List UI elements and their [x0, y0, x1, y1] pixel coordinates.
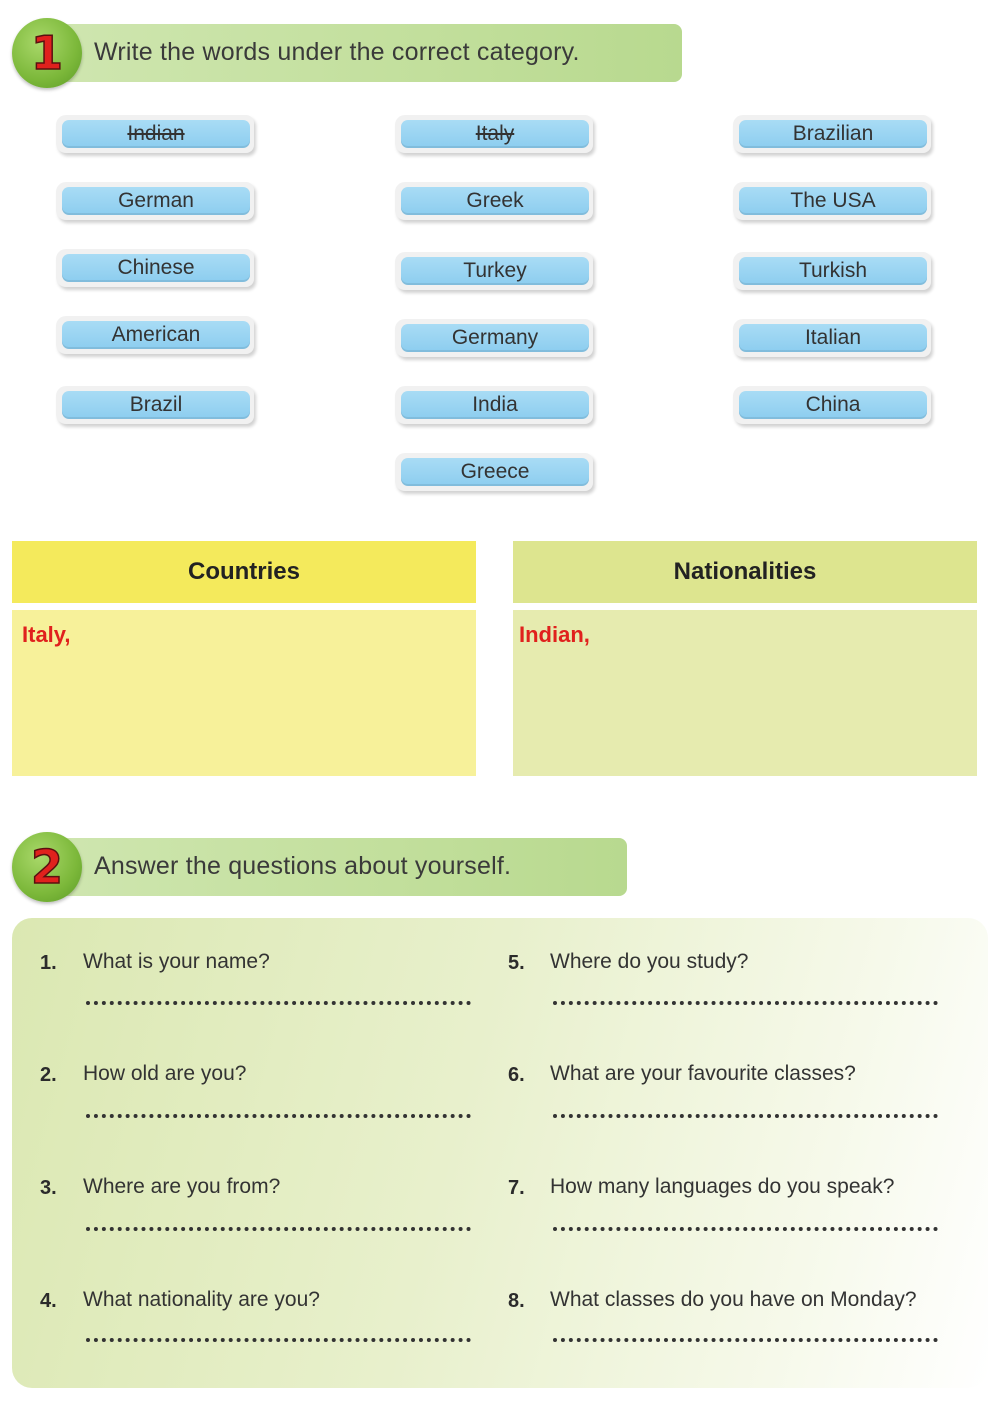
countries-heading: Countries	[12, 541, 476, 603]
question-number: 6.	[508, 1064, 525, 1086]
word-chip-label: Indian	[62, 120, 250, 148]
word-chip[interactable]	[395, 182, 593, 220]
word-chip[interactable]	[733, 182, 931, 220]
word-chip[interactable]	[733, 319, 931, 357]
question-number: 3.	[40, 1177, 57, 1199]
word-chip[interactable]	[395, 252, 593, 290]
questions-panel	[12, 918, 988, 1388]
countries-drop-area[interactable]	[12, 610, 476, 776]
word-chip-label: American	[62, 321, 250, 349]
question-text: What is your name?	[83, 950, 270, 973]
question-number: 2.	[40, 1064, 57, 1086]
word-chip-label: Turkey	[401, 257, 589, 285]
question-text: Where do you study?	[550, 950, 749, 973]
word-chip-label: Turkish	[739, 257, 927, 285]
answer-line[interactable]	[553, 1114, 938, 1118]
question-number: 7.	[508, 1177, 525, 1199]
nationalities-entry: Indian,	[519, 622, 590, 647]
word-chip[interactable]	[395, 115, 593, 153]
nationalities-drop-area[interactable]	[513, 610, 977, 776]
answer-line[interactable]	[86, 1227, 471, 1231]
word-chip-label: Italy	[401, 120, 589, 148]
question-number: 1.	[40, 952, 57, 974]
countries-entry: Italy,	[22, 622, 71, 647]
word-chip[interactable]	[56, 182, 254, 220]
section-1-title: Write the words under the correct category.	[94, 38, 580, 66]
question-text: What classes do you have on Monday?	[550, 1288, 917, 1311]
question-text: How old are you?	[83, 1062, 247, 1085]
word-chip-label: India	[401, 391, 589, 419]
word-chip[interactable]	[395, 319, 593, 357]
answer-line[interactable]	[553, 1227, 938, 1231]
word-chip-label: Brazil	[62, 391, 250, 419]
word-chip[interactable]	[733, 115, 931, 153]
question-text: How many languages do you speak?	[550, 1175, 895, 1198]
question-number: 5.	[508, 952, 525, 974]
word-chip[interactable]	[733, 252, 931, 290]
section-2-number: 2	[30, 840, 63, 894]
word-chip-label: Greece	[401, 458, 589, 486]
word-chip-label: Chinese	[62, 254, 250, 282]
word-chip[interactable]	[56, 115, 254, 153]
word-chip-label: German	[62, 187, 250, 215]
word-chip-label: Germany	[401, 324, 589, 352]
question-text: Where are you from?	[83, 1175, 281, 1198]
answer-line[interactable]	[553, 1338, 938, 1342]
answer-line[interactable]	[86, 1001, 471, 1005]
question-text: What are your favourite classes?	[550, 1062, 856, 1085]
word-chip[interactable]	[395, 453, 593, 491]
word-chip-label: Italian	[739, 324, 927, 352]
word-chip-label: Brazilian	[739, 120, 927, 148]
question-number: 4.	[40, 1290, 57, 1312]
word-chip[interactable]	[56, 316, 254, 354]
word-chip-label: China	[739, 391, 927, 419]
answer-line[interactable]	[86, 1338, 471, 1342]
section-2-header	[12, 838, 627, 896]
answer-line[interactable]	[86, 1114, 471, 1118]
word-chip[interactable]	[56, 386, 254, 424]
section-1-number: 1	[30, 26, 63, 80]
nationalities-heading: Nationalities	[513, 541, 977, 603]
word-chip[interactable]	[395, 386, 593, 424]
word-chip-label: The USA	[739, 187, 927, 215]
answer-line[interactable]	[553, 1001, 938, 1005]
section-1-header	[12, 24, 682, 82]
question-number: 8.	[508, 1290, 525, 1312]
section-2-title: Answer the questions about yourself.	[94, 852, 512, 880]
question-text: What nationality are you?	[83, 1288, 320, 1311]
word-chip-label: Greek	[401, 187, 589, 215]
word-chip[interactable]	[56, 249, 254, 287]
word-chip[interactable]	[733, 386, 931, 424]
